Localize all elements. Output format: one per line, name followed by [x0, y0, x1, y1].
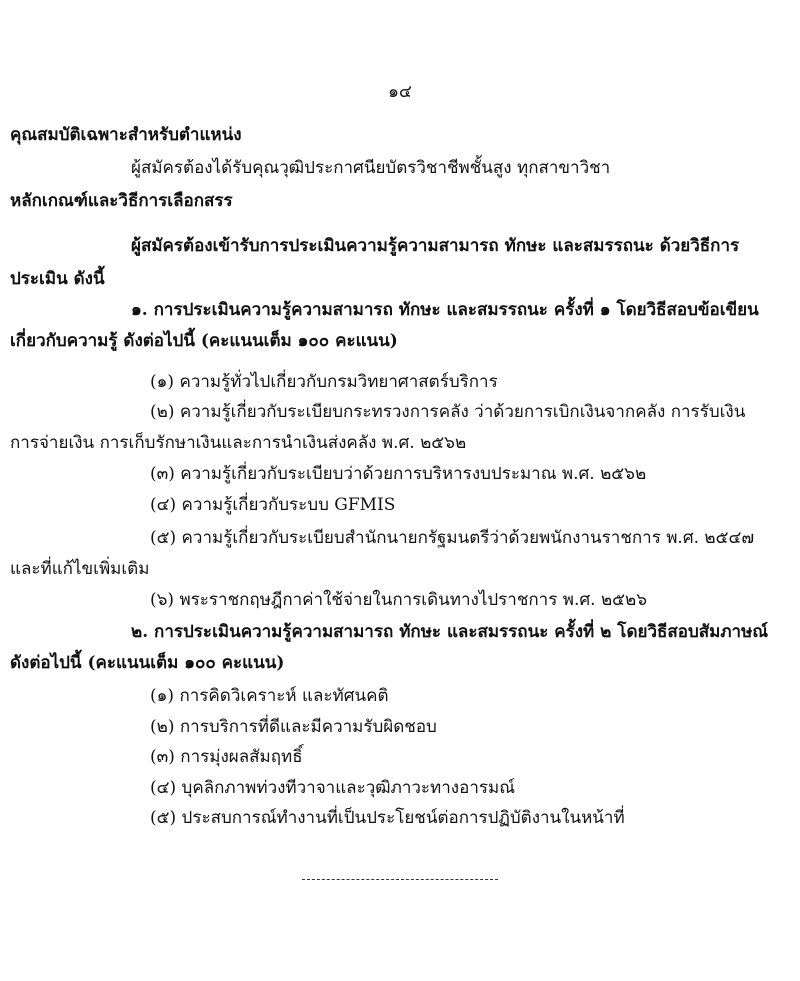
section2-title-line1: ๒. การประเมินความรู้ความสามารถ ทักษะ และสมรรถนะ ครั้งที่ ๒ โดยวิธีสอบสัมภาษณ์: [131, 622, 769, 642]
section2-item-1: (๑) การคิดวิเคราะห์ และทัศนคติ: [150, 686, 389, 706]
qualification-heading: คุณสมบัติเฉพาะสำหรับตำแหน่ง: [10, 125, 242, 145]
criteria-intro-line1: ผู้สมัครต้องเข้ารับการประเมินความรู้ความสามารถ ทักษะ และสมรรถนะ ด้วยวิธีการ: [131, 236, 740, 256]
section2-title-line2: ดังต่อไปนี้ (คะแนนเต็ม ๑๐๐ คะแนน): [10, 653, 285, 673]
section2-item-2: (๒) การบริการที่ดีและมีความรับผิดชอบ: [150, 717, 437, 737]
section1-item-3: (๓) ความรู้เกี่ยวกับระเบียบว่าด้วยการบริหารงบประมาณ พ.ศ. ๒๕๖๒: [150, 464, 647, 484]
page-number: ๑๔: [388, 82, 412, 102]
section2-item-3: (๓) การมุ่งผลสัมฤทธิ์: [150, 747, 303, 767]
section1-title-line2: เกี่ยวกับความรู้ ดังต่อไปนี้ (คะแนนเต็ม ๑๐๐ คะแนน): [10, 331, 398, 351]
qualification-text: ผู้สมัครต้องได้รับคุณวุฒิประกาศนียบัตรวิชาชีพชั้นสูง ทุกสาขาวิชา: [131, 158, 611, 178]
section1-item-5-line2: และที่แก้ไขเพิ่มเติม: [10, 559, 150, 579]
section1-item-6: (๖) พระราชกฤษฎีกาค่าใช้จ่ายในการเดินทางไปราชการ พ.ศ. ๒๕๒๖: [150, 590, 648, 610]
section1-item-4: (๔) ความรู้เกี่ยวกับระบบ GFMIS: [150, 495, 396, 515]
section1-item-2-line1: (๒) ความรู้เกี่ยวกับระเบียบกระทรวงการคลัง ว่าด้วยการเบิกเงินจากคลัง การรับเงิน: [150, 402, 746, 422]
end-divider: [302, 879, 498, 880]
criteria-heading: หลักเกณฑ์และวิธีการเลือกสรร: [10, 191, 233, 211]
section2-item-5: (๕) ประสบการณ์ทำงานที่เป็นประโยชน์ต่อการปฏิบัติงานในหน้าที่: [150, 808, 625, 828]
section1-title-line1: ๑. การประเมินความรู้ความสามารถ ทักษะ และสมรรถนะ ครั้งที่ ๑ โดยวิธีสอบข้อเขียน: [131, 300, 759, 320]
section2-item-4: (๔) บุคลิกภาพท่วงทีวาจาและวุฒิภาวะทางอารมณ์: [150, 778, 515, 798]
criteria-intro-line2: ประเมิน ดังนี้: [10, 269, 105, 289]
section1-item-2-line2: การจ่ายเงิน การเก็บรักษาเงินและการนำเงินส่งคลัง พ.ศ. ๒๕๖๒: [10, 433, 467, 453]
section1-item-1: (๑) ความรู้ทั่วไปเกี่ยวกับกรมวิทยาศาสตร์บริการ: [150, 372, 498, 392]
section1-item-5-line1: (๕) ความรู้เกี่ยวกับระเบียบสำนักนายกรัฐมนตรีว่าด้วยพนักงานราชการ พ.ศ. ๒๕๔๗: [150, 528, 755, 548]
